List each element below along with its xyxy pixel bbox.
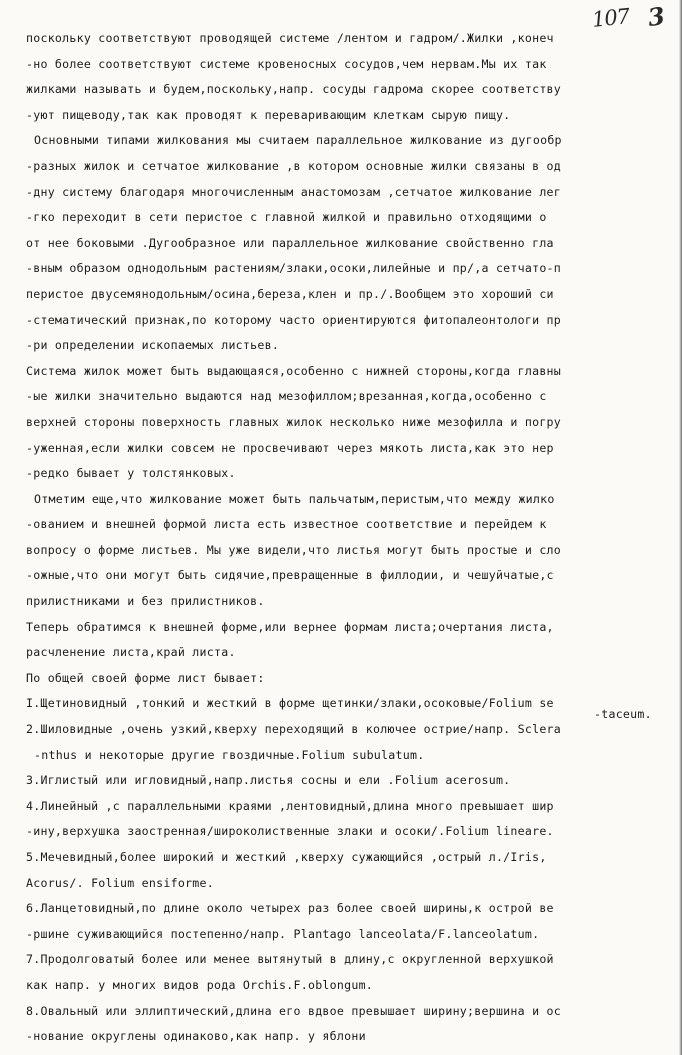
text-line: -ину,верхушка заостренная/широколиственные злаки и осоки/.Folium lineare. (26, 824, 554, 839)
text-line: -нование округлены одинаково,как напр. у яблони (26, 1029, 366, 1044)
text-line: как напр. у многих видов рода Orchis.F.oblongum. (26, 977, 374, 992)
text-line: от нее боковыми .Дугообразное или параллельное жилкование свойственно гла (26, 235, 554, 250)
text-line: -ые жилки значительно выдаются над мезофиллом;врезанная,когда,особенно с (26, 389, 547, 404)
text-line: поскольку соответствуют проводящей системе /лентом и гадром/.Жилки ,конеч (26, 31, 554, 45)
text-line: -разных жилок и сетчатое жилкование ,в котором основные жилки связаны в од (26, 158, 562, 173)
text-line: вопросу о форме листьев. Мы уже видели,что листья могут быть простые и сло (26, 542, 562, 557)
text-line: -ри определении ископаемых листьев. (26, 338, 280, 353)
list-item: 2.Шиловидные ,очень узкий,кверху переходящий в колючее острие/напр. Sclera (26, 722, 562, 737)
text-line-continuation: -taceum. (594, 707, 652, 722)
text-line: прилистниками и без прилистников. (26, 594, 265, 609)
list-item: I.Щетиновидный ,тонкий и жесткий в форме щетинки/злаки,осоковые/Folium se (26, 696, 554, 711)
text-line: расчленение листа,край листа. (26, 645, 236, 660)
list-item: 5.Мечевидный,более широкий и жесткий ,кверху сужающийся ,острый л./Iris, (26, 850, 547, 864)
list-item: 8.Овальный или эллиптический,длина его вдвое превышает ширину;вершина и ос (26, 1003, 562, 1018)
text-line: перистое двусемянодольным/осина,береза,клен и пр./.Вообщем это хороший си (26, 286, 554, 301)
text-line: По общей своей форме лист бывает: (26, 670, 265, 685)
text-line: -nthus и некоторые другие гвоздичные.Folium subulatum. (34, 747, 425, 762)
text-line: Acorus/. Folium ensiforme. (26, 875, 214, 890)
text-line: -стематический признак,по которому часто ориентируются фитопалеонтологи пр (26, 312, 562, 327)
text-line: -гко переходит в сети перистое с главной жилкой и правильно отходящими о (26, 210, 547, 225)
list-item: 6.Ланцетовидный,по длине около четырех раз более своей ширины,к острой ве (26, 901, 554, 916)
text-line: -вным образом однодольным растениям/злаки,осоки,лилейные и пр/,а сетчато-п (26, 261, 562, 276)
text-body (26, 26, 682, 1050)
text-line: Основными типами жилкования мы считаем параллельное жилкование из дугообр (34, 133, 562, 148)
list-item: 4.Линейный ,с параллельными краями ,лентовидный,длина много превышает шир (26, 798, 554, 813)
text-line: -уют пищеводу,так как проводят к переваривающим клеткам сырую пищу. (26, 107, 511, 122)
list-item: 7.Продолговатый более или менее вытянутый в длину,с округленной верхушкой (26, 952, 554, 967)
text-line: -но более соответствуют системе кровеносных сосудов,чем нервам.Мы их так (26, 56, 547, 71)
text-line: -уженная,если жилки совсем не просвечивают через мякоть листа,как это нер (26, 440, 554, 455)
text-line: Отметим еще,что жилкование может быть пальчатым,перистым,что между жилко (34, 491, 555, 506)
text-line: -ованием и внешней формой листа есть известное соответствие и перейдем к (26, 517, 547, 532)
text-line: -ожные,что они могут быть сидячие,превращенные в филлодии, и чешуйчатые,с (26, 568, 554, 583)
text-line: -дну систему благодаря многочисленным анастомозам ,сетчатое жилкование лег (26, 184, 562, 199)
text-line: жилками называть и будем,поскольку,напр. сосуды гадрома скорее соответству (26, 82, 562, 97)
text-line: верхней стороны поверхность главных жилок несколько ниже мезофилла и погру (26, 414, 562, 429)
text-line: Теперь обратимся к внешней форме,или вернее формам листа;очертания листа, (26, 619, 554, 634)
list-item: 3.Иглистый или игловидный,напр.листья сосны и ели .Folium acerosum. (26, 773, 511, 788)
page-number-extra: 3 (646, 0, 667, 33)
page-number: 107 (590, 4, 631, 32)
text-line: Система жилок может быть выдающаяся,особенно с нижней стороны,когда главны (26, 363, 562, 378)
text-line: -редко бывает у толстянковых. (26, 466, 236, 481)
text-line: -ршине суживающийся постепенно/напр. Plantago lanceolata/F.lanceolatum. (26, 926, 540, 941)
